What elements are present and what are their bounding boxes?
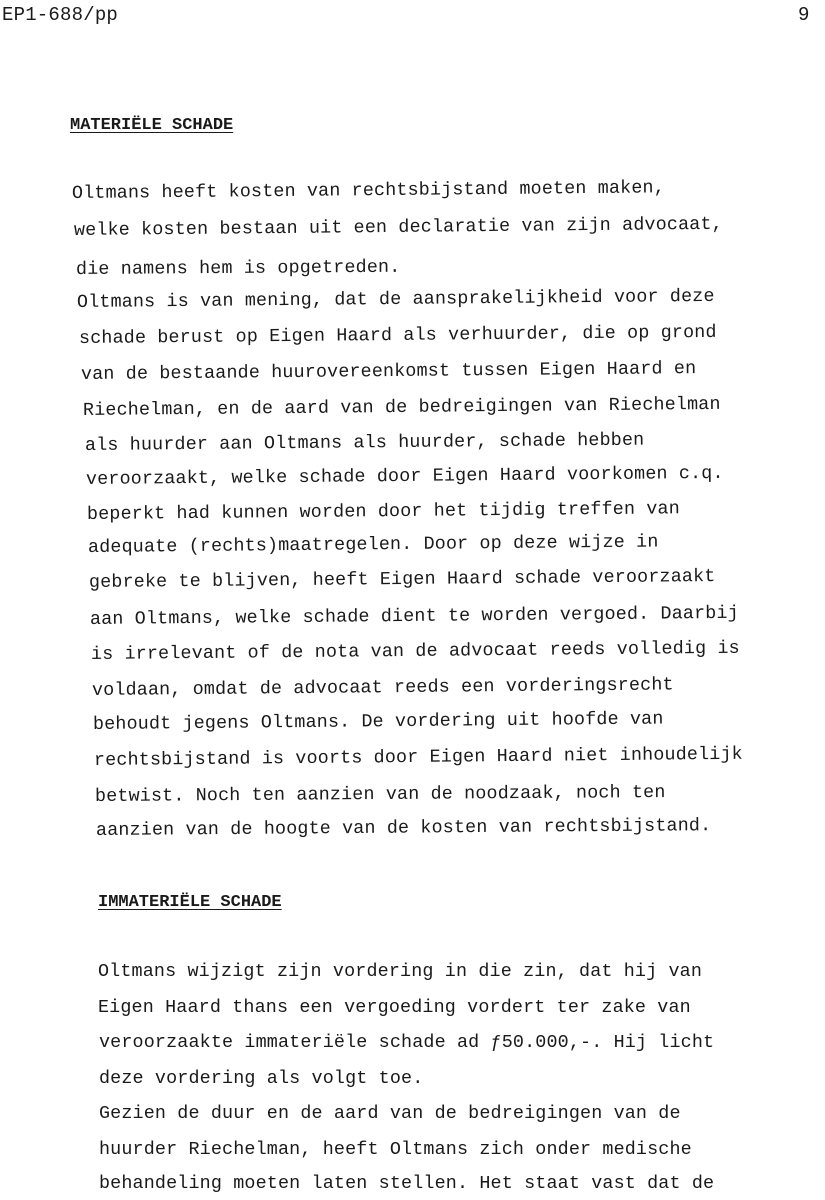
text-line: beperkt had kunnen worden door het tijdig treffen van (86, 498, 680, 525)
text-line: schade berust op Eigen Haard als verhuurder, die op grond (78, 321, 717, 349)
section-heading: IMMATERIËLE SCHADE (98, 893, 282, 912)
text-line: huurder Riechelman, heeft Oltmans zich onder medische (99, 1139, 692, 1160)
text-line: veroorzaakte immateriële schade ad ƒ50.000,-. Hij licht (99, 1032, 715, 1053)
text-line: Oltmans heeft kosten van rechtsbijstand moeten maken, (71, 177, 665, 204)
text-line: van de bestaande huurovereenkomst tussen Eigen Haard en (80, 358, 697, 385)
text-line: adequate (rechts)maatregelen. Door op deze wijze in (87, 531, 659, 558)
text-line: rechtsbijstand is voorts door Eigen Haard niet inhoudelijk (93, 743, 743, 771)
text-line: Oltmans is van mening, dat de aansprakelijkheid voor deze (76, 285, 715, 313)
document-reference: EP1-688/pp (2, 4, 119, 26)
text-line: aan Oltmans, welke schade dient te worden vergoed. Daarbij (89, 602, 739, 630)
text-line: veroorzaakt, welke schade door Eigen Haard voorkomen c.q. (85, 462, 724, 490)
text-line: Gezien de duur en de aard van de bedreigingen van de (99, 1103, 681, 1124)
text-line: gebreke te blijven, heeft Eigen Haard schade veroorzaakt (88, 565, 716, 593)
text-line: aanzien van de hoogte van de kosten van rechtsbijstand. (95, 815, 712, 841)
text-line: Oltmans wijzigt zijn vordering in die zin, dat hij van (98, 961, 703, 982)
text-line: betwist. Noch ten aanzien van de noodzaak, noch ten (94, 782, 666, 807)
text-line: als huurder aan Oltmans als huurder, schade hebben (84, 429, 645, 456)
text-line: die namens hem is opgetreden. (75, 256, 401, 280)
text-line: is irrelevant of de nota van de advocaat reeds volledig is (90, 637, 740, 665)
section-heading: MATERIËLE SCHADE (70, 116, 234, 135)
text-line: Riechelman, en de aard van de bedreigingen van Riechelman (82, 393, 721, 421)
text-line: welke kosten bestaan uit een declaratie van zijn advocaat, (73, 213, 723, 241)
page-number: 9 (798, 4, 810, 26)
text-line: behandeling moeten laten stellen. Het staat vast dat de (99, 1173, 715, 1194)
text-line: behoudt jegens Oltmans. De vordering uit hoofde van (92, 708, 664, 735)
text-line: voldaan, omdat de advocaat reeds een vorderingsrecht (91, 674, 674, 701)
text-line: deze vordering als volgt toe. (99, 1068, 424, 1089)
text-line: Eigen Haard thans een vergoeding vordert ter zake van (98, 997, 691, 1018)
